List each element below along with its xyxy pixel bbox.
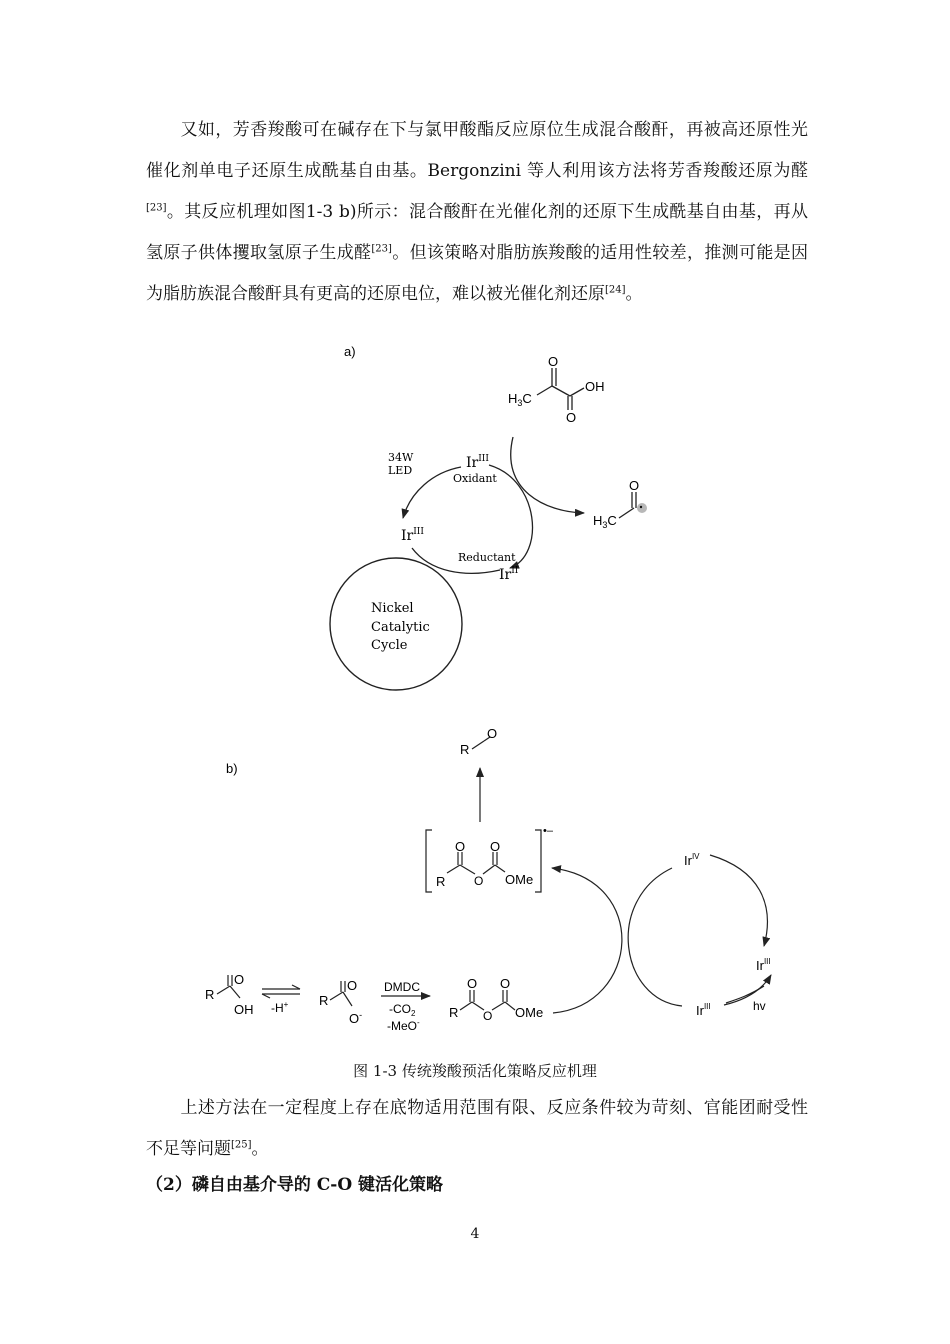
pyruvic-acid-structure (537, 368, 584, 410)
reductant-label: Reductant (458, 551, 516, 564)
para2-text-2: 。 (251, 1139, 269, 1159)
iridium-iii-left: $Ir^{III}$ (401, 527, 424, 544)
para1-text-1: 又如，芳香羧酸可在碱存在下与氯甲酸酯反应原位生成混合酸酐，再被高还原性光催化剂单电子还原生成酰基自由基。Bergonzini 等人利用该方法将芳香羧酸还原为醛 (146, 120, 808, 181)
pyruvic-o-top: O (548, 354, 559, 369)
anhydride-o-mid: O (483, 1009, 493, 1023)
para1-text-4: 。 (625, 284, 643, 304)
citation-25[interactable]: [25] (231, 1139, 252, 1151)
anion-r: R (436, 874, 446, 889)
figure-caption: 图 1-3 传统羧酸预活化策略反应机理 (353, 1062, 597, 1080)
anion-o1: O (455, 839, 466, 854)
iridium-ii-bottom: $Ir^{II}$ (499, 566, 519, 583)
reagent-dmdc: DMDC (384, 980, 420, 994)
page-number: 4 (470, 1226, 480, 1242)
citation-23b[interactable]: [23] (371, 243, 392, 255)
acyl-radical-structure (619, 492, 636, 518)
anion-o2: O (490, 839, 501, 854)
radical-dot (640, 506, 642, 508)
summary-paragraph (146, 1088, 808, 1170)
acyl-radical-o: O (629, 478, 640, 493)
iridium-iv: $Ir^{IV}$ (684, 852, 700, 868)
aldehyde-o: O (487, 726, 498, 741)
citation-23a[interactable]: [23] (146, 202, 167, 214)
photoredox-cycle-b (628, 855, 771, 1006)
carboxylate-o-minus: O- (349, 1010, 363, 1026)
hv-label: hv (753, 999, 766, 1013)
radical-dot-highlight (637, 503, 647, 513)
anhydride-r: R (449, 1005, 459, 1020)
deprotonation-equilibrium (262, 985, 300, 998)
carboxylate-r: R (319, 993, 329, 1008)
pyruvic-o-bottom: O (566, 410, 577, 425)
acid-o: O (234, 972, 245, 987)
pyruvic-oh: OH (585, 379, 605, 394)
set-arrow (552, 868, 622, 1013)
panel-a-label: a) (344, 344, 356, 359)
para2-text-1: 上述方法在一定程度上存在底物适用范围有限、反应条件较为苛刻、官能团耐受性不足等问题 (146, 1098, 808, 1159)
mixed-anhydride-structure (460, 990, 515, 1010)
acid-r: R (205, 987, 215, 1002)
para1-text-2: 。其反应机理如图1-3 b)所示：混合酸酐在光催化剂的还原下生成酰基自由基，再从氢原子供体攫取氢原子生成醛 (146, 202, 808, 263)
carboxylate-o: O (347, 978, 358, 993)
reagent-co2: $-CO_2$ (389, 1002, 416, 1018)
oxidant-label: Oxidant (453, 472, 497, 485)
reagent-meo: -MeO- (387, 1018, 420, 1033)
nickel-cycle-line3: Cycle (371, 638, 408, 653)
light-source-line1: 34W (388, 451, 414, 464)
acid-oh: OH (234, 1002, 254, 1017)
pyruvic-ch3: $H_3C$ (508, 391, 532, 408)
radical-anion-charge: •– (543, 825, 553, 837)
iridium-iii-excited: $Ir^{III}$ (756, 957, 771, 973)
para1-text-3: 。但该策略对脂肪族羧酸的适用性较差，推测可能是因为脂肪族混合酸酐具有更高的还原电位，难以被光催化剂还原 (146, 243, 809, 304)
anhydride-ome: OMe (515, 1005, 544, 1020)
panel-b-label: b) (226, 761, 238, 776)
nickel-cycle-line2: Catalytic (371, 620, 430, 635)
citation-24[interactable]: [24] (605, 284, 626, 296)
iridium-iii-ground: $Ir^{III}$ (696, 1002, 711, 1018)
anhydride-o2: O (500, 976, 511, 991)
light-source-line2: LED (388, 464, 413, 477)
anhydride-o1: O (467, 976, 478, 991)
anion-ome: OMe (505, 872, 534, 887)
iridium-iii-top: $Ir^{III}$ (466, 454, 489, 471)
deprotonation-label: -H+ (271, 1000, 289, 1015)
anion-o-mid: O (474, 874, 484, 888)
section-heading: （2）磷自由基介导的 C-O 键活化策略 (146, 1175, 444, 1195)
acyl-radical-ch3: $H_3C$ (593, 513, 617, 530)
aldehyde-r: R (460, 742, 470, 757)
nickel-cycle-line1: Nickel (371, 601, 414, 616)
